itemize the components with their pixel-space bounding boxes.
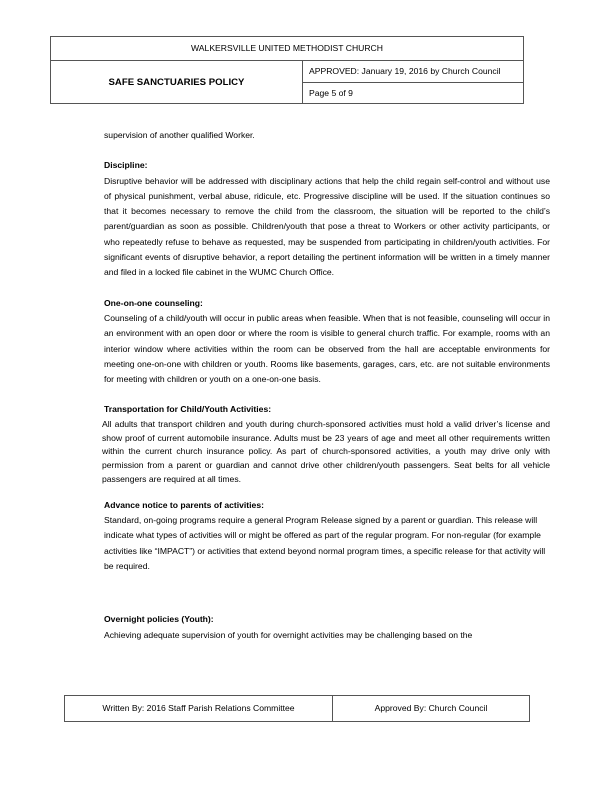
continuation-text: supervision of another qualified Worker. [104,130,255,140]
approval-info: APPROVED: January 19, 2016 by Church Council [303,61,523,83]
section-text: Counseling of a child/youth will occur in public areas when feasible. When that is not feasible, counseling will occur in an environment with an open door or where the room is visible to general church traffic. For example, rooms with an interior window where activities within the room can be observed from the hall are acceptable environments for meeting one-on-one with children or youth. Rooms like basements, garages, cars, etc. are not suitable environments for meeting with children or youth on a one-on-one basis. [104,312,550,385]
section-text: Achieving adequate supervision of youth for overnight activities may be challenging based on the [104,629,473,640]
section-advance-notice [104,498,550,574]
section-overnight [104,612,550,643]
section-text: Disruptive behavior will be addressed with disciplinary actions that help the child regain self-control and without use of physical punishment, verbal abuse, ridicule, etc. Progressive discipline will be used. If the situation continues so that it becomes necessary to remove the child from the classroom, the situation will be reported to the child’s parent/guardian as soon as possible. Children/youth that pose a threat to Workers or other activity participants, or who repeatedly refuse to behave as requested, may be suspended from participating in children/youth activities. For significant events of disruptive behavior, a report detailing the pertinent information will be written in a timely manner and filed in a locked file cabinet in the WUMC Church Office. [104,175,550,278]
section-discipline [104,158,550,280]
policy-title: SAFE SANCTUARIES POLICY [51,61,303,104]
section-heading: Advance notice to parents of activities: [104,499,264,510]
section-heading: One-on-one counseling: [104,297,203,308]
section-heading: Discipline: [104,160,148,171]
policy-body [104,128,550,643]
page-number: Page 5 of 9 [309,88,353,98]
section-text: Standard, on-going programs require a general Program Release signed by a parent or guardian. This release will indicate what types of activities will or might be offered as part of the regular program. For non-regular (for example activities like “IMPACT”) or activities that extend beyond normal program times, a specific release for that activity will be required. [104,515,546,571]
header-table [50,36,524,104]
footer-table [64,695,530,722]
section-heading: Transportation for Child/Youth Activities: [104,404,272,415]
written-by: Written By: 2016 Staff Parish Relations Committee [65,696,333,721]
section-transportation [102,402,550,486]
section-heading: Overnight policies (Youth): [104,614,214,625]
section-text: All adults that transport children and youth during church-sponsored activities must hold a valid driver’s license and show proof of current automobile insurance. Adults must be 23 years of age and meet all other requirements written within the current church insurance policy. As part of church-sponsored activities, a youth may drive only with permission from a parent or guardian and cannot drive other children/youth passengers. Seat belts for all vehicle passengers are required at all times. [102,418,550,484]
organization-name: WALKERSVILLE UNITED METHODIST CHURCH [51,37,523,61]
section-counseling [104,296,550,388]
approved-by: Approved By: Church Council [374,703,488,713]
